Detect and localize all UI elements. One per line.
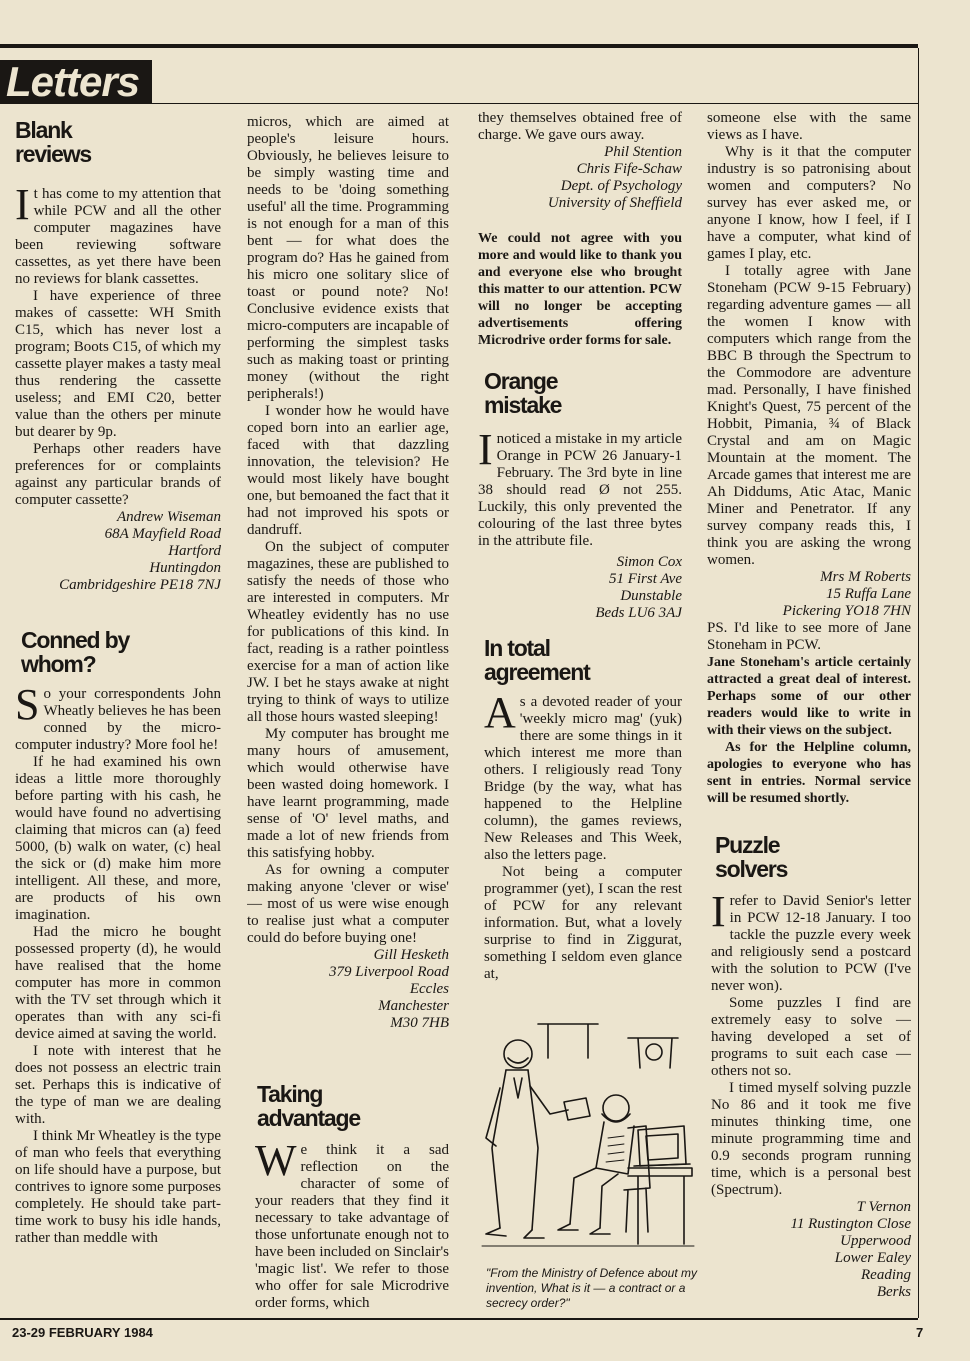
cartoon-illustration <box>478 1018 698 1260</box>
conned-signature: Gill Hesketh 379 Liverpool Road Eccles Manchester M30 7HB <box>329 947 449 1031</box>
taking-editor-reply: We could not agree with you more and would like to thank you and everyone else who brought this matter to our attention. PCW will no longer be accepting advertisements offering Microdrive order forms for sale. <box>478 231 682 348</box>
blank-reviews-signature: Andrew Wiseman 68A Mayfield Road Hartford Huntingdon Cambridgeshire PE18 7NJ <box>59 509 221 593</box>
header-rule <box>152 103 918 104</box>
conned-para-7: I wonder how he would have coped born into an earlier age, faced with that dazzling innovation, the television? He would most likely have bought one, but bemoaned the fact that it had not improved his spots or dandruff. <box>247 403 449 538</box>
blank-reviews-para-2: I have experience of three makes of cassette: WH Smith C15, which has never lost a program; Boots C15, of which my cassette player makes a tasty meal thus rendering the cassette useless; and EMI C20, better value than the others per minute but dearer by 9p. <box>15 288 221 440</box>
agreement-para-2: Not being a computer programmer (yet), I scan the rest of PCW for any relevant information. But, what a lovely surprise to find in Ziggurat, something I seldom even glance at, <box>484 864 682 982</box>
conned-para-3: Had the micro he bought possessed property (d), he would have realised that the home computer has more in common with the TV set through which it operates than with any sci-fi device aimed at saving the world. <box>15 924 221 1042</box>
taking-heading: Taking advantage <box>257 1081 360 1131</box>
page-number: 7 <box>916 1325 924 1340</box>
conned-para-2: If he had examined his own ideas a little more thoroughly before parting with his cash, he would have found no advertising claiming that micros can (a) feed 5000, (b) walk on water, (c) heal the sick or (d) make him more intelligent. All these, and more, are products of his own imagination. <box>15 754 221 923</box>
agreement-editor-reply-2: As for the Helpline column, apologies to everyone who has sent in entries. Normal service will be resumed shortly. <box>707 740 911 806</box>
agreement-para-1: As a devoted reader of your 'weekly micro mag' (yuk) there are some things in it which interest me more than others. I religiously read Tony Bridge (by the way, what has happened to the Helpline column), the games reviews, New Releases and This Week, also the letters page. <box>484 688 682 863</box>
agreement-heading: In total agreement <box>484 635 590 685</box>
blank-reviews-para-3: Perhaps other readers have preferences for or complaints against any particular brands of computer cassette? <box>15 441 221 508</box>
agreement-para-5: I totally agree with Jane Stoneham (PCW 9-15 February) regarding adventure games — all the women I know with computers which range from the BBC B through the Spectrum to the Commodore are adventure mad. Personally, I have finished Knight's Quest, 75 percent of the Hobbit, Pimania, ¾ of Black Crystal and am on Magic Mountain at the moment. The Arcade games that interest me are Ah Diddums, Atic Atac, Manic Miner and Penetrator. If any survey company reads this, I think you are asking the wrong women. <box>707 263 911 568</box>
agreement-signature: Mrs M Roberts 15 Ruffa Lane Pickering YO18 7HN <box>782 569 911 619</box>
cartoon-caption: "From the Ministry of Defence about my invention, What is it — a contract or a secrecy order?" <box>486 1266 698 1310</box>
agreement-ps: PS. I'd like to see more of Jane Stoneham in PCW. <box>707 620 911 653</box>
orange-para-1: Inoticed a mistake in my article Orange in PCW 26 January-1 February. The 3rd byte in line 38 should read Ø not 255. Luckily, this only prevented the colouring of the last three bytes in the attribute file. <box>478 425 682 549</box>
agreement-para-4: Why is it that the computer industry is so patronising about women and computers? No survey has ever asked me, or anyone I know, how I feel, if I have a computer, what kind of games I play, etc. <box>707 144 911 262</box>
taking-para-2: they themselves obtained free of charge. We gave ours away. <box>478 110 682 143</box>
conned-para-1: So your correspondents John Wheatly believes he has been conned by the micro-computer industry? More fool he! <box>15 680 221 753</box>
column-4 <box>707 110 911 1316</box>
puzzle-heading: Puzzle solvers <box>715 832 788 882</box>
conned-heading: Conned by whom? <box>21 627 130 677</box>
top-rule <box>0 44 918 48</box>
section-title: Letters <box>6 58 140 105</box>
puzzle-para-3: I timed myself solving puzzle No 86 and it took me five minutes thinking time, one minute programming time and 0.9 seconds program running time, which is a personal best (Spectrum). <box>711 1080 911 1198</box>
orange-heading: Orange mistake <box>484 368 562 418</box>
orange-signature: Simon Cox 51 First Ave Dunstable Beds LU6 3AJ <box>595 554 682 621</box>
conned-para-9: My computer has brought me many hours of amusement, which would otherwise have been wasted doing homework. I have learnt programming, made sense of 'O' level maths, and made a lot of new friends from this satisfying hobby. <box>247 726 449 861</box>
column-2 <box>247 114 449 1318</box>
taking-para-1: We think it a sad reflection on the character of some of your readers that they find it necessary to take advantage of those unfortunate enough not to have been included on Sinclair's 'magic list'. We refer to those who offer for sale Microdrive order forms, which <box>255 1136 449 1311</box>
blank-reviews-para-1: It has come to my attention that while PCW and all the other computer magazines have been reviewing software cassettes, as yet there have been no reviews for blank cassettes. <box>15 180 221 287</box>
conned-para-6: micros, which are aimed at people's leisure hours. Obviously, he believes leisure to be simply wasting time and needs to be 'doing something useful' all the time. Programming is not enough for a man of this bent — for what does the program do? Has he gained from his micro one solitary slice of toast or pound note? No! Conclusive evidence exists that micro-computers are incapable of performing the simplest tasks such as making toast or printing money (without the right peripherals!) <box>247 114 449 402</box>
taking-signature: Phil Stention Chris Fife-Schaw Dept. of Psychology University of Sheffield <box>547 144 682 211</box>
puzzle-para-2: Some puzzles I find are extremely easy to solve — having developed a set of programs to suit each case — others not so. <box>711 995 911 1079</box>
agreement-editor-reply-1: Jane Stoneham's article certainly attracted a great deal of interest. Perhaps some of our other readers would like to write in with their views on the subject. <box>707 655 911 738</box>
footer-date: 23-29 FEBRUARY 1984 <box>12 1325 153 1340</box>
puzzle-signature: T Vernon 11 Rustington Close Upperwood Lower Ealey Reading Berks <box>790 1199 911 1300</box>
conned-para-4: I note with interest that he does not possess an electric train set. Perhaps this is indicative of the type of man we are dealing with. <box>15 1043 221 1127</box>
agreement-para-3: someone else with the same views as I have. <box>707 110 911 143</box>
conned-para-10: As for owning a computer making anyone 'clever or wise' — most of us were wise enough to realise just what a computer could do before buying one! <box>247 862 449 946</box>
conned-para-5: I think Mr Wheatley is the type of man who feels that everything on life should have a purpose, but contrives to ignore some purposes completely. He should take part-time work to busy his idle hands, rather than meddle with <box>15 1128 221 1246</box>
column-3 <box>478 110 682 1010</box>
puzzle-para-1: Irefer to David Senior's letter in PCW 12-18 January. I too tackle the puzzle every week and religiously send a postcard with the solution to PCW (I've never won). <box>711 887 911 994</box>
section-header <box>0 60 152 104</box>
footer-rule <box>0 1318 918 1320</box>
conned-para-8: On the subject of computer magazines, these are published to satisfy the needs of those who are interested in computers. Mr Wheatley evidently has no use for publications of this kind. In fact, reading is a rather pointless exercise for a man of action like JW. I bet he stays awake at night trying to think of ways to utilize all those hours wasted sleeping! <box>247 539 449 725</box>
cartoon <box>478 1018 698 1310</box>
right-margin-rule <box>918 48 919 1318</box>
blank-reviews-heading: Blank reviews <box>15 118 91 167</box>
column-1 <box>15 118 221 1316</box>
